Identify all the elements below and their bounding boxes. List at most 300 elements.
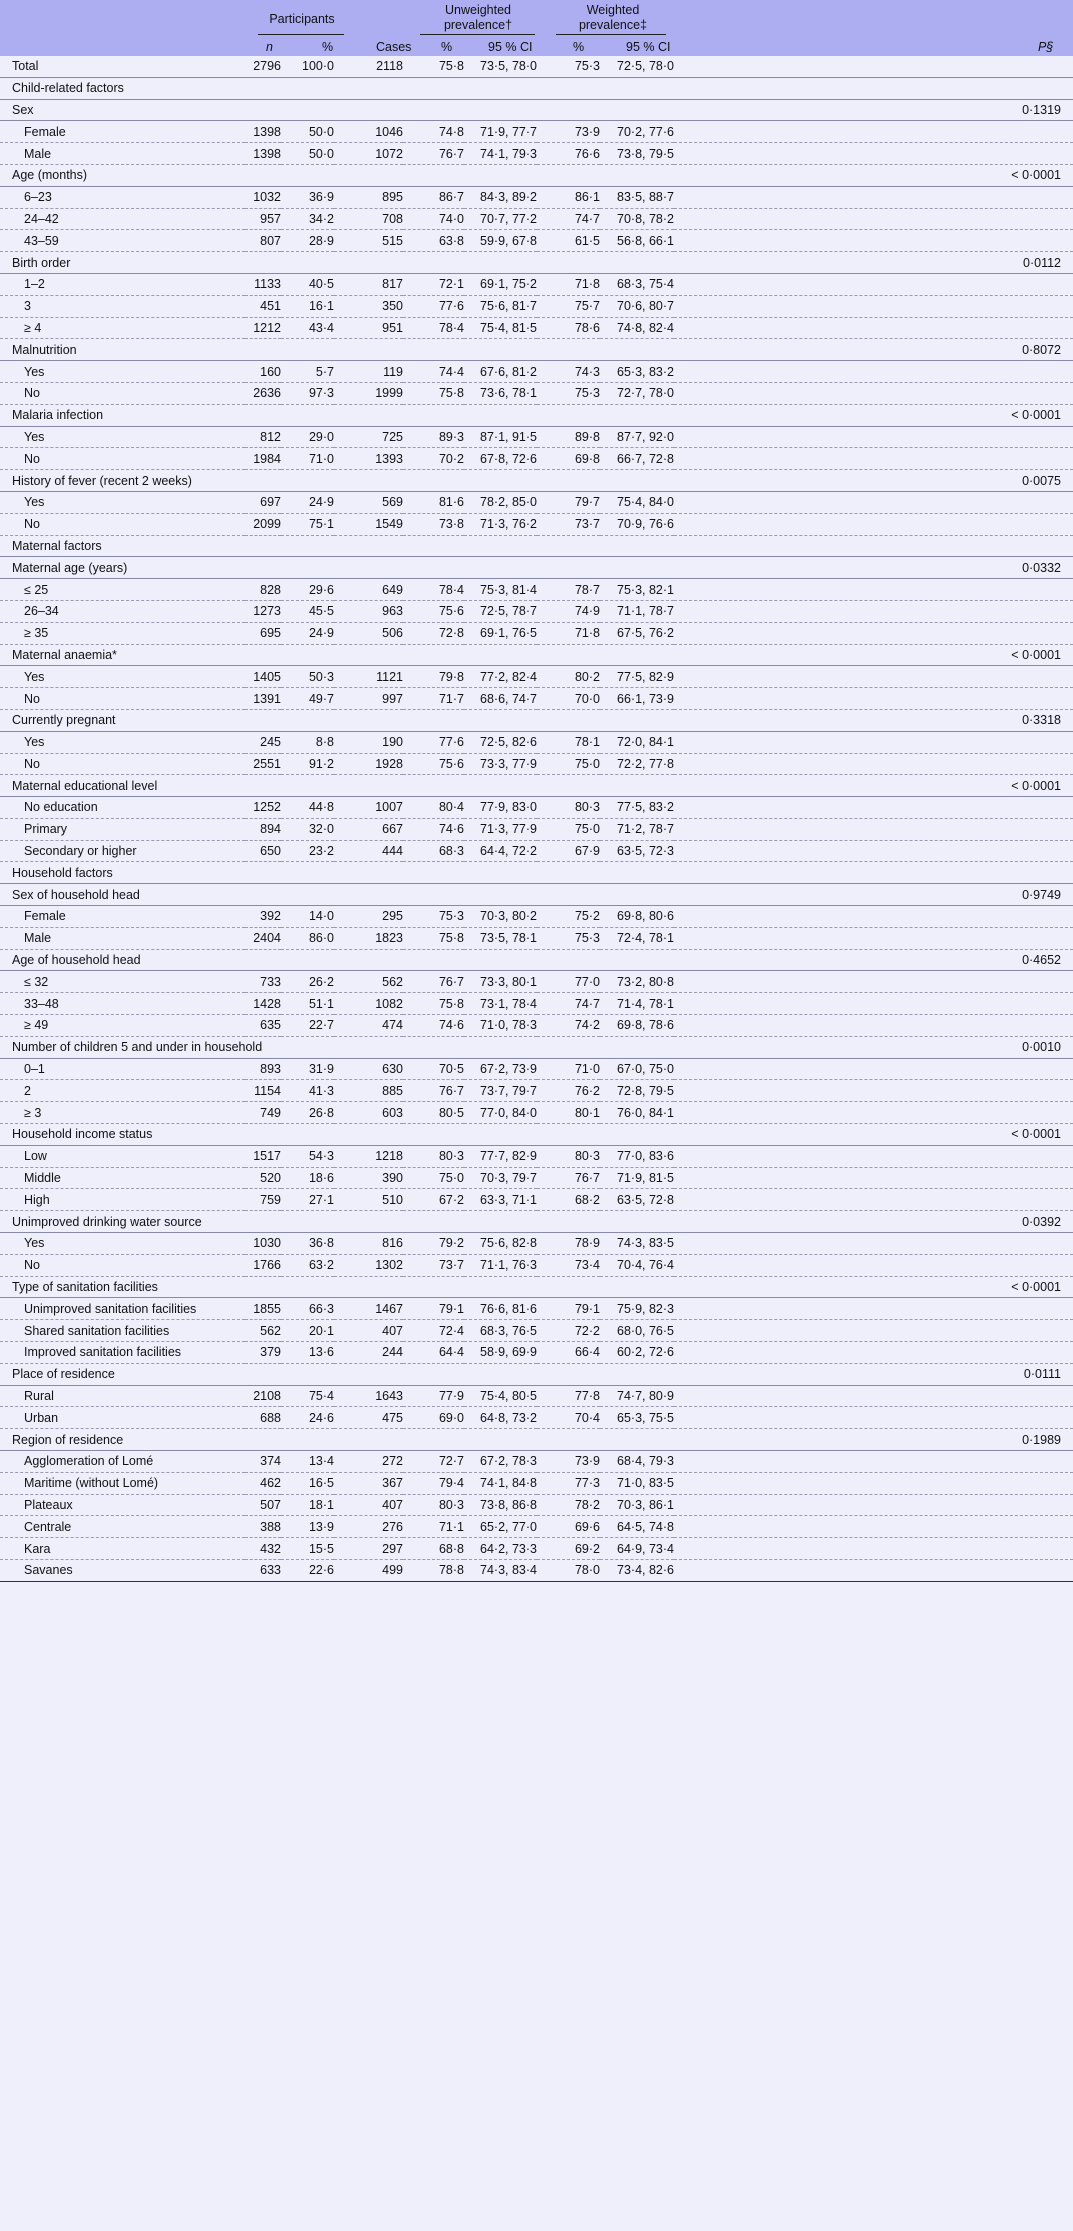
- cell-p-value: [674, 1189, 1073, 1211]
- cell-w-ci: [600, 164, 674, 186]
- cell-cases: 667: [334, 818, 403, 840]
- cell-uw-pct: 77·9: [403, 1385, 464, 1407]
- cell-n: 1133: [245, 273, 281, 295]
- cell-p-value: [674, 273, 1073, 295]
- cell-cases: 562: [334, 971, 403, 993]
- cell-n: 635: [245, 1015, 281, 1037]
- variable-row: [0, 775, 1073, 797]
- cell-p-value: [674, 1015, 1073, 1037]
- cell-pct: [281, 1276, 334, 1298]
- cell-uw-pct: 81·6: [403, 491, 464, 513]
- cell-uw-pct: 74·6: [403, 1015, 464, 1037]
- cell-w-pct: 78·1: [537, 731, 600, 753]
- cell-pct: [281, 535, 334, 557]
- cell-n: [245, 1211, 281, 1233]
- cell-n: 374: [245, 1451, 281, 1473]
- cell-pct: [281, 77, 334, 99]
- row-label: Yes: [0, 426, 245, 448]
- cell-uw-ci: 67·8, 72·6: [464, 448, 537, 470]
- cell-cases: 1072: [334, 143, 403, 165]
- table-row: [0, 993, 1073, 1015]
- row-label: Kara: [0, 1538, 245, 1560]
- cell-w-ci: [600, 709, 674, 731]
- cell-p-value: [674, 77, 1073, 99]
- cell-uw-ci: 58·9, 69·9: [464, 1342, 537, 1364]
- cell-p-value: [674, 1451, 1073, 1473]
- cell-uw-ci: 75·3, 81·4: [464, 579, 537, 601]
- cell-w-ci: 70·3, 86·1: [600, 1494, 674, 1516]
- cell-p-value: 0·0392: [674, 1211, 1073, 1233]
- cell-uw-ci: [464, 644, 537, 666]
- cell-p-value: < 0·0001: [674, 1276, 1073, 1298]
- cell-w-pct: 73·9: [537, 121, 600, 143]
- weighted-line-1: Weighted: [586, 3, 640, 17]
- cell-uw-ci: 71·1, 76·3: [464, 1254, 537, 1276]
- cell-n: 388: [245, 1516, 281, 1538]
- cell-w-ci: 56·8, 66·1: [600, 230, 674, 252]
- cell-cases: [334, 252, 403, 274]
- cell-n: 1032: [245, 186, 281, 208]
- table-row: [0, 753, 1073, 775]
- cell-n: 650: [245, 840, 281, 862]
- cell-w-pct: 67·9: [537, 840, 600, 862]
- cell-n: [245, 404, 281, 426]
- cell-p-value: 0·1989: [674, 1429, 1073, 1451]
- cell-uw-pct: [403, 862, 464, 884]
- col-p-heading: P§: [1038, 40, 1054, 54]
- cell-w-ci: 74·8, 82·4: [600, 317, 674, 339]
- cell-p-value: < 0·0001: [674, 775, 1073, 797]
- cell-uw-pct: 74·8: [403, 121, 464, 143]
- cell-w-pct: 78·6: [537, 317, 600, 339]
- cell-cases: 1928: [334, 753, 403, 775]
- cell-uw-pct: 67·2: [403, 1189, 464, 1211]
- cell-w-pct: 66·4: [537, 1342, 600, 1364]
- row-label: High: [0, 1189, 245, 1211]
- cell-w-pct: 73·7: [537, 513, 600, 535]
- cell-w-ci: 73·8, 79·5: [600, 143, 674, 165]
- cell-w-ci: [600, 949, 674, 971]
- row-label: Maternal age (years): [0, 557, 245, 579]
- row-label: Rural: [0, 1385, 245, 1407]
- row-label: ≥ 49: [0, 1015, 245, 1037]
- cell-w-pct: 78·0: [537, 1559, 600, 1581]
- cell-w-pct: [537, 775, 600, 797]
- cell-n: 2796: [245, 56, 281, 77]
- cell-uw-pct: 78·8: [403, 1559, 464, 1581]
- cell-pct: 8·8: [281, 731, 334, 753]
- cell-cases: 816: [334, 1233, 403, 1255]
- section-row: [0, 862, 1073, 884]
- cell-p-value: [674, 186, 1073, 208]
- row-label: Improved sanitation facilities: [0, 1342, 245, 1364]
- cell-cases: [334, 339, 403, 361]
- cell-p-value: [674, 1233, 1073, 1255]
- cell-w-pct: 69·8: [537, 448, 600, 470]
- cell-n: [245, 470, 281, 492]
- cell-p-value: [674, 1320, 1073, 1342]
- variable-row: [0, 1363, 1073, 1385]
- cell-uw-pct: [403, 1036, 464, 1058]
- cell-uw-pct: 79·8: [403, 666, 464, 688]
- cell-w-pct: [537, 535, 600, 557]
- cell-n: 749: [245, 1102, 281, 1124]
- cell-w-pct: [537, 862, 600, 884]
- cell-w-pct: 78·7: [537, 579, 600, 601]
- cell-uw-ci: 68·3, 76·5: [464, 1320, 537, 1342]
- table-row: [0, 906, 1073, 928]
- table-row: [0, 1298, 1073, 1320]
- cell-uw-ci: 77·9, 83·0: [464, 797, 537, 819]
- cell-uw-pct: 75·8: [403, 56, 464, 77]
- cell-p-value: [674, 600, 1073, 622]
- cell-pct: [281, 644, 334, 666]
- cell-pct: [281, 775, 334, 797]
- cell-uw-pct: 80·3: [403, 1145, 464, 1167]
- cell-pct: 54·3: [281, 1145, 334, 1167]
- cell-w-pct: [537, 339, 600, 361]
- cell-n: [245, 644, 281, 666]
- cell-cases: 817: [334, 273, 403, 295]
- cell-w-pct: 78·2: [537, 1494, 600, 1516]
- cell-pct: 29·6: [281, 579, 334, 601]
- cell-cases: 474: [334, 1015, 403, 1037]
- cell-p-value: [674, 927, 1073, 949]
- cell-p-value: [674, 840, 1073, 862]
- cell-p-value: 0·0010: [674, 1036, 1073, 1058]
- cell-uw-ci: [464, 775, 537, 797]
- cell-cases: 649: [334, 579, 403, 601]
- table-row: [0, 361, 1073, 383]
- cell-cases: [334, 1429, 403, 1451]
- cell-uw-ci: 73·3, 80·1: [464, 971, 537, 993]
- cell-w-pct: 75·7: [537, 295, 600, 317]
- cell-w-pct: [537, 1276, 600, 1298]
- cell-p-value: [674, 448, 1073, 470]
- cell-p-value: 0·3318: [674, 709, 1073, 731]
- cell-uw-ci: 59·9, 67·8: [464, 230, 537, 252]
- cell-cases: 963: [334, 600, 403, 622]
- cell-uw-ci: 71·0, 78·3: [464, 1015, 537, 1037]
- cell-p-value: [674, 1538, 1073, 1560]
- table-row: [0, 1167, 1073, 1189]
- cell-cases: [334, 77, 403, 99]
- cell-n: [245, 775, 281, 797]
- cell-pct: [281, 1211, 334, 1233]
- cell-p-value: 0·9749: [674, 884, 1073, 906]
- cell-w-ci: 83·5, 88·7: [600, 186, 674, 208]
- row-label: Maternal educational level: [0, 775, 245, 797]
- table-row: [0, 317, 1073, 339]
- cell-cases: 1549: [334, 513, 403, 535]
- cell-uw-ci: 73·8, 86·8: [464, 1494, 537, 1516]
- cell-w-pct: [537, 77, 600, 99]
- cell-pct: 86·0: [281, 927, 334, 949]
- cell-uw-ci: 69·1, 75·2: [464, 273, 537, 295]
- unweighted-heading: [418, 3, 538, 33]
- cell-n: [245, 884, 281, 906]
- cell-p-value: < 0·0001: [674, 404, 1073, 426]
- cell-uw-pct: 73·8: [403, 513, 464, 535]
- cell-w-pct: [537, 884, 600, 906]
- cell-w-pct: 68·2: [537, 1189, 600, 1211]
- cell-cases: [334, 164, 403, 186]
- table-row: [0, 1451, 1073, 1473]
- table-row: [0, 622, 1073, 644]
- cell-cases: 367: [334, 1472, 403, 1494]
- cell-uw-pct: 79·2: [403, 1233, 464, 1255]
- row-label: Type of sanitation facilities: [0, 1276, 245, 1298]
- cell-p-value: 0·8072: [674, 339, 1073, 361]
- cell-pct: [281, 1363, 334, 1385]
- cell-p-value: [674, 208, 1073, 230]
- cell-cases: [334, 470, 403, 492]
- cell-n: 1405: [245, 666, 281, 688]
- cell-uw-ci: 63·3, 71·1: [464, 1189, 537, 1211]
- cell-p-value: [674, 1516, 1073, 1538]
- cell-w-pct: 76·2: [537, 1080, 600, 1102]
- cell-w-ci: 72·5, 78·0: [600, 56, 674, 77]
- cell-pct: 31·9: [281, 1058, 334, 1080]
- row-label: Yes: [0, 1233, 245, 1255]
- unweighted-line-2: prevalence†: [443, 18, 513, 32]
- cell-n: [245, 557, 281, 579]
- cell-pct: [281, 252, 334, 274]
- cell-uw-ci: 75·4, 80·5: [464, 1385, 537, 1407]
- cell-uw-ci: 65·2, 77·0: [464, 1516, 537, 1538]
- cell-w-pct: 74·9: [537, 600, 600, 622]
- cell-cases: [334, 535, 403, 557]
- cell-w-pct: 76·7: [537, 1167, 600, 1189]
- cell-cases: 297: [334, 1538, 403, 1560]
- cell-cases: 119: [334, 361, 403, 383]
- cell-uw-pct: 72·8: [403, 622, 464, 644]
- cell-w-pct: [537, 1363, 600, 1385]
- cell-pct: 13·6: [281, 1342, 334, 1364]
- weighted-rule: [556, 34, 666, 35]
- cell-w-ci: 68·0, 76·5: [600, 1320, 674, 1342]
- cell-w-ci: [600, 77, 674, 99]
- table-row: [0, 1058, 1073, 1080]
- cell-w-ci: 74·7, 80·9: [600, 1385, 674, 1407]
- cell-uw-ci: 71·9, 77·7: [464, 121, 537, 143]
- cell-p-value: [674, 818, 1073, 840]
- row-label: Low: [0, 1145, 245, 1167]
- cell-w-pct: 77·8: [537, 1385, 600, 1407]
- cell-p-value: [674, 1407, 1073, 1429]
- cell-cases: 569: [334, 491, 403, 513]
- cell-w-ci: 73·4, 82·6: [600, 1559, 674, 1581]
- cell-n: 697: [245, 491, 281, 513]
- cell-uw-pct: [403, 470, 464, 492]
- cell-p-value: [674, 121, 1073, 143]
- cell-p-value: [674, 1058, 1073, 1080]
- cell-cases: 885: [334, 1080, 403, 1102]
- cell-uw-pct: 74·0: [403, 208, 464, 230]
- table-row: [0, 1145, 1073, 1167]
- row-label: Number of children 5 and under in household: [0, 1036, 245, 1058]
- cell-pct: 16·5: [281, 1472, 334, 1494]
- cell-cases: [334, 557, 403, 579]
- cell-uw-ci: 73·5, 78·1: [464, 927, 537, 949]
- cell-n: 1212: [245, 317, 281, 339]
- cell-cases: 1218: [334, 1145, 403, 1167]
- cell-p-value: [674, 622, 1073, 644]
- cell-w-ci: [600, 1429, 674, 1451]
- cell-w-pct: [537, 949, 600, 971]
- cell-n: 1391: [245, 688, 281, 710]
- cell-cases: [334, 775, 403, 797]
- row-label: Malnutrition: [0, 339, 245, 361]
- cell-uw-pct: 76·7: [403, 971, 464, 993]
- cell-uw-pct: 75·0: [403, 1167, 464, 1189]
- cell-uw-pct: 75·8: [403, 382, 464, 404]
- cell-uw-ci: 73·5, 78·0: [464, 56, 537, 77]
- cell-pct: 36·9: [281, 186, 334, 208]
- cell-w-ci: 72·8, 79·5: [600, 1080, 674, 1102]
- cell-uw-ci: [464, 535, 537, 557]
- cell-p-value: [674, 1254, 1073, 1276]
- cell-uw-pct: 79·1: [403, 1298, 464, 1320]
- cell-uw-ci: 70·3, 79·7: [464, 1167, 537, 1189]
- table-row: [0, 1080, 1073, 1102]
- cell-cases: 1393: [334, 448, 403, 470]
- participants-heading: Participants: [269, 12, 335, 26]
- cell-p-value: [674, 753, 1073, 775]
- col-n-heading: n: [266, 40, 273, 54]
- cell-cases: [334, 884, 403, 906]
- cell-uw-ci: 87·1, 91·5: [464, 426, 537, 448]
- row-label: 2: [0, 1080, 245, 1102]
- cell-p-value: [674, 862, 1073, 884]
- cell-n: 1252: [245, 797, 281, 819]
- cell-cases: [334, 1211, 403, 1233]
- cell-p-value: [674, 688, 1073, 710]
- row-label: ≥ 3: [0, 1102, 245, 1124]
- cell-uw-pct: 63·8: [403, 230, 464, 252]
- cell-w-pct: 78·9: [537, 1233, 600, 1255]
- table-row: [0, 818, 1073, 840]
- cell-uw-pct: 69·0: [403, 1407, 464, 1429]
- cell-cases: 506: [334, 622, 403, 644]
- cell-w-pct: 77·3: [537, 1472, 600, 1494]
- cell-n: [245, 535, 281, 557]
- cell-pct: 28·9: [281, 230, 334, 252]
- cell-p-value: [674, 295, 1073, 317]
- cell-w-pct: 76·6: [537, 143, 600, 165]
- variable-row: [0, 1211, 1073, 1233]
- row-label: 43–59: [0, 230, 245, 252]
- cell-n: 520: [245, 1167, 281, 1189]
- cell-w-ci: [600, 1036, 674, 1058]
- cell-w-ci: [600, 1276, 674, 1298]
- cell-n: 451: [245, 295, 281, 317]
- cell-uw-ci: 76·6, 81·6: [464, 1298, 537, 1320]
- cell-p-value: < 0·0001: [674, 164, 1073, 186]
- cell-w-ci: [600, 99, 674, 121]
- cell-cases: 603: [334, 1102, 403, 1124]
- cell-p-value: [674, 993, 1073, 1015]
- cell-w-pct: 74·7: [537, 208, 600, 230]
- cell-pct: 22·6: [281, 1559, 334, 1581]
- cell-n: 1154: [245, 1080, 281, 1102]
- cell-w-pct: 89·8: [537, 426, 600, 448]
- cell-cases: 1467: [334, 1298, 403, 1320]
- cell-pct: [281, 99, 334, 121]
- cell-w-ci: 67·0, 75·0: [600, 1058, 674, 1080]
- row-label: Age of household head: [0, 949, 245, 971]
- cell-pct: 24·6: [281, 1407, 334, 1429]
- cell-pct: 24·9: [281, 622, 334, 644]
- cell-uw-pct: 78·4: [403, 579, 464, 601]
- variable-row: [0, 1036, 1073, 1058]
- row-label: Sex of household head: [0, 884, 245, 906]
- cell-w-ci: 70·6, 80·7: [600, 295, 674, 317]
- table-row: [0, 273, 1073, 295]
- cell-w-ci: [600, 557, 674, 579]
- cell-n: [245, 1429, 281, 1451]
- cell-cases: 499: [334, 1559, 403, 1581]
- cell-uw-pct: [403, 709, 464, 731]
- cell-w-ci: [600, 470, 674, 492]
- cell-cases: [334, 99, 403, 121]
- cell-cases: 1643: [334, 1385, 403, 1407]
- cell-uw-ci: 75·6, 82·8: [464, 1233, 537, 1255]
- cell-w-pct: 69·6: [537, 1516, 600, 1538]
- row-label: No: [0, 382, 245, 404]
- cell-w-ci: 67·5, 76·2: [600, 622, 674, 644]
- row-label: Unimproved sanitation facilities: [0, 1298, 245, 1320]
- cell-p-value: [674, 1472, 1073, 1494]
- cell-pct: 5·7: [281, 361, 334, 383]
- row-label: 0–1: [0, 1058, 245, 1080]
- cell-uw-pct: [403, 949, 464, 971]
- cell-w-pct: [537, 252, 600, 274]
- cell-pct: 26·2: [281, 971, 334, 993]
- cell-pct: 36·8: [281, 1233, 334, 1255]
- cell-n: 1030: [245, 1233, 281, 1255]
- cell-n: 633: [245, 1559, 281, 1581]
- cell-cases: 1082: [334, 993, 403, 1015]
- row-label: Yes: [0, 361, 245, 383]
- row-label: Female: [0, 121, 245, 143]
- row-label: ≥ 4: [0, 317, 245, 339]
- cell-uw-pct: 70·5: [403, 1058, 464, 1080]
- cell-uw-pct: [403, 1363, 464, 1385]
- cell-pct: 34·2: [281, 208, 334, 230]
- cell-cases: 407: [334, 1320, 403, 1342]
- table-row: [0, 448, 1073, 470]
- cell-w-ci: 75·3, 82·1: [600, 579, 674, 601]
- cell-pct: [281, 884, 334, 906]
- cell-uw-ci: 64·2, 73·3: [464, 1538, 537, 1560]
- cell-cases: 475: [334, 1407, 403, 1429]
- cell-pct: 66·3: [281, 1298, 334, 1320]
- cell-uw-pct: 76·7: [403, 1080, 464, 1102]
- cell-uw-pct: 80·5: [403, 1102, 464, 1124]
- cell-w-pct: 71·8: [537, 622, 600, 644]
- cell-n: 432: [245, 1538, 281, 1560]
- variable-row: [0, 884, 1073, 906]
- variable-row: [0, 404, 1073, 426]
- cell-uw-ci: 70·3, 80·2: [464, 906, 537, 928]
- unweighted-rule: [420, 34, 535, 35]
- cell-p-value: [674, 1342, 1073, 1364]
- cell-w-pct: 70·4: [537, 1407, 600, 1429]
- cell-uw-ci: [464, 557, 537, 579]
- cell-pct: 100·0: [281, 56, 334, 77]
- cell-uw-ci: [464, 164, 537, 186]
